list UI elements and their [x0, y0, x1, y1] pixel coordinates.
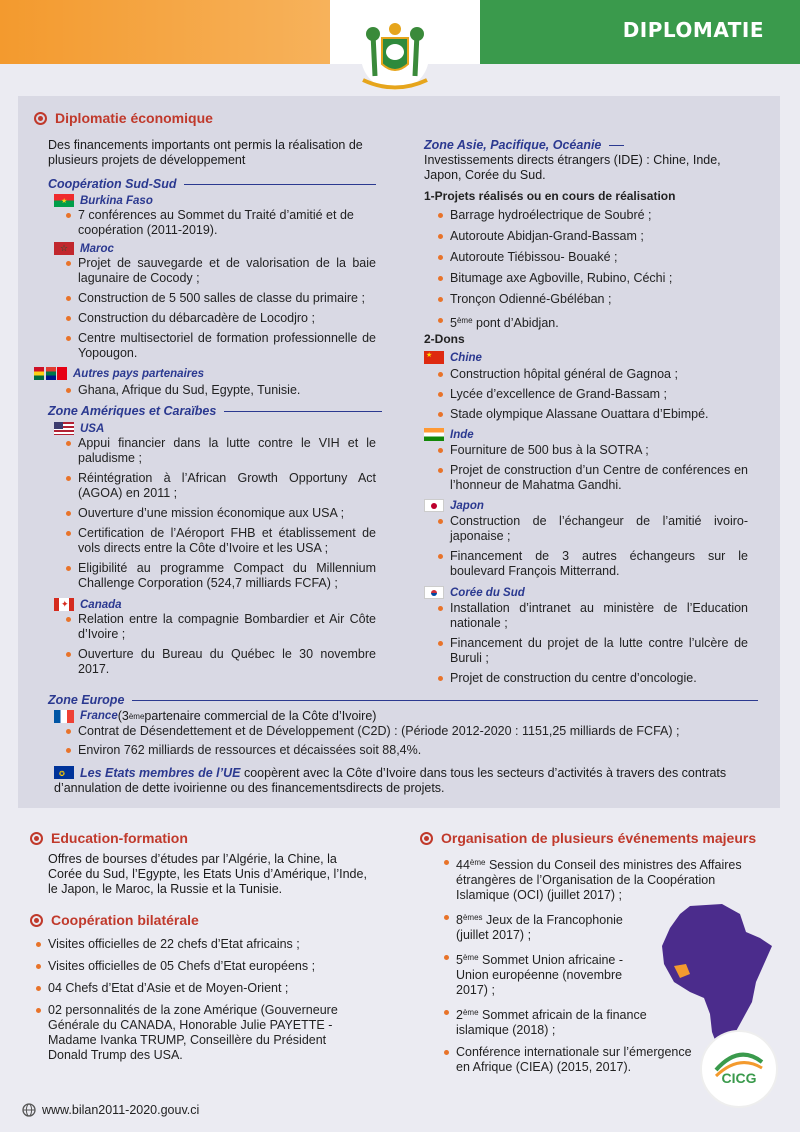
list-item: Appui financier dans la lutte contre le VIH et le paludisme ; — [64, 436, 376, 466]
list-item: Visites officielles de 22 chefs d’Etat africains ; — [34, 937, 368, 952]
burkina-flag-icon: ★ — [54, 194, 74, 207]
japan-flag-icon — [424, 499, 444, 512]
list-item: Autoroute Abidjan-Grand-Bassam ; — [436, 229, 756, 244]
country-name: Chine — [450, 351, 482, 364]
subsection-asie — [424, 138, 624, 152]
list-item: Centre multisectoriel de formation professionnelle de Yopougon. — [64, 331, 376, 361]
france-flag-icon — [54, 710, 74, 723]
inde-list — [436, 443, 748, 498]
eu-flag-icon: ✪ — [54, 766, 74, 779]
list-item — [442, 855, 742, 903]
subsection-title: Zone Europe — [48, 693, 125, 707]
country-name: Autres pays partenaires — [73, 367, 205, 380]
country-name: Burkina Faso — [80, 194, 153, 207]
section-bullet-icon — [30, 914, 43, 927]
subsection-sud-sud — [48, 177, 376, 191]
list-item — [436, 313, 756, 331]
list-item — [442, 1005, 652, 1038]
list-item: Construction de l’échangeur de l’amitié ivoiro-japonaise ; — [436, 514, 748, 544]
divider — [609, 145, 624, 146]
country-name: Canada — [80, 598, 122, 611]
page-title: DIPLOMATIE — [622, 18, 764, 42]
ue-paragraph — [54, 766, 764, 796]
list-item — [442, 910, 642, 943]
list-item: Visites officielles de 05 Chefs d’Etat européens ; — [34, 959, 368, 974]
list-item: Réintégration à l’African Growth Opportuny Act (AGOA) en 2011 ; — [64, 471, 376, 501]
france-note-pre: (3 — [117, 709, 129, 723]
ordinal-suffix: ème — [469, 858, 486, 867]
list-item: Eligibilité au programme Compact du Millennium Challenge Corporation (524,7 milliards FCFA) ; — [64, 561, 376, 591]
chine-list — [436, 367, 756, 427]
projets-list — [436, 208, 756, 336]
item-text: Session du Conseil des ministres des Affaires étrangères de l’Organisation de la Coopération Islamique (OCI) (juillet 2017) ; — [456, 858, 742, 902]
section-bullet-icon — [30, 832, 43, 845]
tunisia-flag-icon — [57, 367, 67, 380]
ue-name: Les Etats membres de l’UE — [80, 766, 241, 780]
list-item: Construction du débarcadère de Locodjro ; — [64, 311, 376, 326]
subsection-title: Coopération Sud-Sud — [48, 177, 177, 191]
section-title: Education-formation — [51, 830, 188, 846]
list-item: Certification de l’Aéroport FHB et établissement de vols directs entre la Côte d’Ivoire et les USA ; — [64, 526, 376, 556]
cicg-logo — [700, 1030, 778, 1108]
country-name: France — [80, 710, 118, 722]
item-text: pont d’Abidjan. — [472, 316, 559, 330]
usa-flag-icon — [54, 422, 74, 435]
footer-url-text[interactable]: www.bilan2011-2020.gouv.ci — [42, 1103, 200, 1117]
subsection-europe — [48, 693, 758, 707]
africa-map-icon — [660, 902, 778, 1052]
section-bullet-icon — [34, 112, 47, 125]
autres-list — [64, 383, 376, 403]
asie-intro: Investissements directs étrangers (IDE) : Chine, Inde, Japon, Corée du Sud. — [424, 153, 721, 182]
ordinal-suffix: ème — [462, 1008, 479, 1017]
section-evenements — [420, 830, 756, 846]
section-diplomatie-economique — [34, 110, 213, 126]
list-item: Construction de 5 500 salles de classe du primaire ; — [64, 291, 376, 306]
item-text: Sommet Union africaine - Union européenne (novembre 2017) ; — [456, 953, 624, 997]
list-item: Tronçon Odienné-Gbéléban ; — [436, 292, 756, 307]
list-item: Construction hôpital général de Gagnoa ; — [436, 367, 756, 382]
item-text: Sommet africain de la finance islamique (2018) ; — [456, 1008, 647, 1037]
list-item: Ouverture d’une mission économique aux USA ; — [64, 506, 376, 521]
list-item: Ghana, Afrique du Sud, Egypte, Tunisie. — [64, 383, 376, 398]
list-item: Relation entre la compagnie Bombardier et Air Côte d’Ivoire ; — [64, 612, 376, 642]
france-line — [54, 709, 376, 724]
maroc-flag-icon: ☆ — [54, 242, 74, 255]
list-item: 04 Chefs d’Etat d’Asie et de Moyen-Orient ; — [34, 981, 368, 996]
japon-list — [436, 514, 748, 584]
country-chine — [424, 351, 482, 364]
ue-text: coopèrent avec la Côte d’Ivoire dans tous les secteurs d’activités à travers des contrats d’annulation de dette ivoirienne ou des financementsdirects de projets. — [54, 766, 727, 795]
ordinal-suffix: èmes — [462, 913, 483, 922]
list-item: 7 conférences au Sommet du Traité d’amitié et de coopération (2011-2019). — [64, 208, 376, 238]
usa-list — [64, 436, 376, 596]
list-item: Installation d’intranet au ministère de l’Education nationale ; — [436, 601, 748, 631]
dons-title: 2-Dons — [424, 332, 465, 346]
canada-list — [64, 612, 376, 682]
subsection-title: Zone Asie, Pacifique, Océanie — [424, 138, 602, 152]
list-item: Conférence internationale sur l’émergence en Afrique (CIEA) (2015, 2017). — [442, 1045, 692, 1075]
section-title: Organisation de plusieurs événements majeurs — [441, 830, 757, 846]
projets-title: 1-Projets réalisés ou en cours de réalisation — [424, 189, 676, 203]
ordinal-number: 5 — [450, 316, 457, 330]
section-bullet-icon — [420, 832, 433, 845]
subsection-title: Zone Amériques et Caraïbes — [48, 404, 217, 418]
country-canada — [54, 598, 122, 611]
maroc-list — [64, 256, 376, 366]
list-item: Barrage hydroélectrique de Soubré ; — [436, 208, 756, 223]
list-item: Autoroute Tiébissou- Bouaké ; — [436, 250, 756, 265]
country-burkina — [54, 194, 153, 207]
education-text: Offres de bourses d’études par l’Algérie, la Chine, la Corée du Sud, l’Egypte, les Etats Unis d’Amérique, l’Inde, le Japon, le Maroc, la Russie et la Tunisie. — [48, 852, 367, 896]
footer-url[interactable] — [22, 1103, 199, 1117]
divider — [224, 411, 382, 412]
list-item: Bitumage axe Agboville, Rubino, Céchi ; — [436, 271, 756, 286]
list-item — [442, 950, 646, 998]
ordinal-suffix: ème — [456, 316, 473, 325]
list-item: Lycée d’excellence de Grand-Bassam ; — [436, 387, 756, 402]
korea-flag-icon — [424, 586, 444, 599]
france-note-post: partenaire commercial de la Côte d’Ivoire) — [144, 709, 377, 723]
list-item: Projet de sauvegarde et de valorisation de la baie lagunaire de Cocody ; — [64, 256, 376, 286]
globe-icon — [22, 1103, 36, 1117]
list-item: Financement du projet de la lutte contre l’ulcère de Buruli ; — [436, 636, 748, 666]
section-bilaterale — [30, 912, 199, 928]
subsection-ameriques — [48, 404, 382, 418]
list-item: Financement de 3 autres échangeurs sur le boulevard François Mitterrand. — [436, 549, 748, 579]
list-item: Projet de construction du centre d’oncologie. — [436, 671, 748, 686]
coat-of-arms-icon — [355, 20, 435, 92]
ordinal-number: 2 — [456, 1008, 463, 1022]
divider — [184, 184, 376, 185]
bilaterale-list — [34, 937, 368, 1068]
divider — [132, 700, 758, 701]
cicg-logo-icon — [702, 1032, 776, 1106]
country-autres — [34, 367, 204, 380]
coree-list — [436, 601, 748, 691]
china-flag-icon: ★ — [424, 351, 444, 364]
section-education — [30, 830, 188, 846]
country-maroc — [54, 242, 114, 255]
cicg-logo-text: CICG — [721, 1070, 757, 1086]
ghana-flag-icon — [34, 367, 44, 380]
country-name: Inde — [450, 428, 474, 441]
list-item: 02 personnalités de la zone Amérique (Gouverneure Générale du CANADA, Honorable Julie PAYETTE - Madame Ivanka TRUMP, Conseillère du Président Donald Trump des USA. — [34, 1003, 368, 1063]
canada-flag-icon: ✦ — [54, 598, 74, 611]
item-text: Jeux de la Francophonie (juillet 2017) ; — [456, 913, 623, 942]
header-orange-band — [0, 0, 330, 64]
country-coree — [424, 586, 525, 599]
list-item: Ouverture du Bureau du Québec le 30 novembre 2017. — [64, 647, 376, 677]
list-item: Fourniture de 500 bus à la SOTRA ; — [436, 443, 748, 458]
ordinal-suffix: ème — [128, 712, 145, 721]
section-title: Coopération bilatérale — [51, 912, 199, 928]
eco-intro: Des financements importants ont permis la réalisation de plusieurs projets de développement — [48, 138, 363, 167]
france-list — [64, 724, 764, 763]
list-item: Environ 762 milliards de ressources et décaissées soit 88,4%. — [64, 743, 764, 758]
list-item: Contrat de Désendettement et de Développement (C2D) : (Période 2012-2020 : 1151,25 milliards de FCFA) ; — [64, 724, 764, 739]
country-name: Corée du Sud — [450, 586, 525, 599]
ordinal-number: 44 — [456, 858, 470, 872]
country-japon — [424, 499, 484, 512]
country-name: Maroc — [80, 242, 114, 255]
ordinal-number: 5 — [456, 953, 463, 967]
country-inde — [424, 428, 474, 441]
list-item: Stade olympique Alassane Ouattara d’Ebimpé. — [436, 407, 756, 422]
country-usa — [54, 422, 104, 435]
south-africa-flag-icon — [46, 367, 56, 380]
india-flag-icon — [424, 428, 444, 441]
list-item: Projet de construction d’un Centre de conférences en l’honneur de Mahatma Gandhi. — [436, 463, 748, 493]
ordinal-number: 8 — [456, 913, 463, 927]
section-title: Diplomatie économique — [55, 110, 213, 126]
country-name: USA — [80, 422, 105, 435]
country-name: Japon — [450, 499, 484, 512]
ordinal-suffix: ème — [462, 953, 479, 962]
burkina-list — [64, 208, 376, 243]
